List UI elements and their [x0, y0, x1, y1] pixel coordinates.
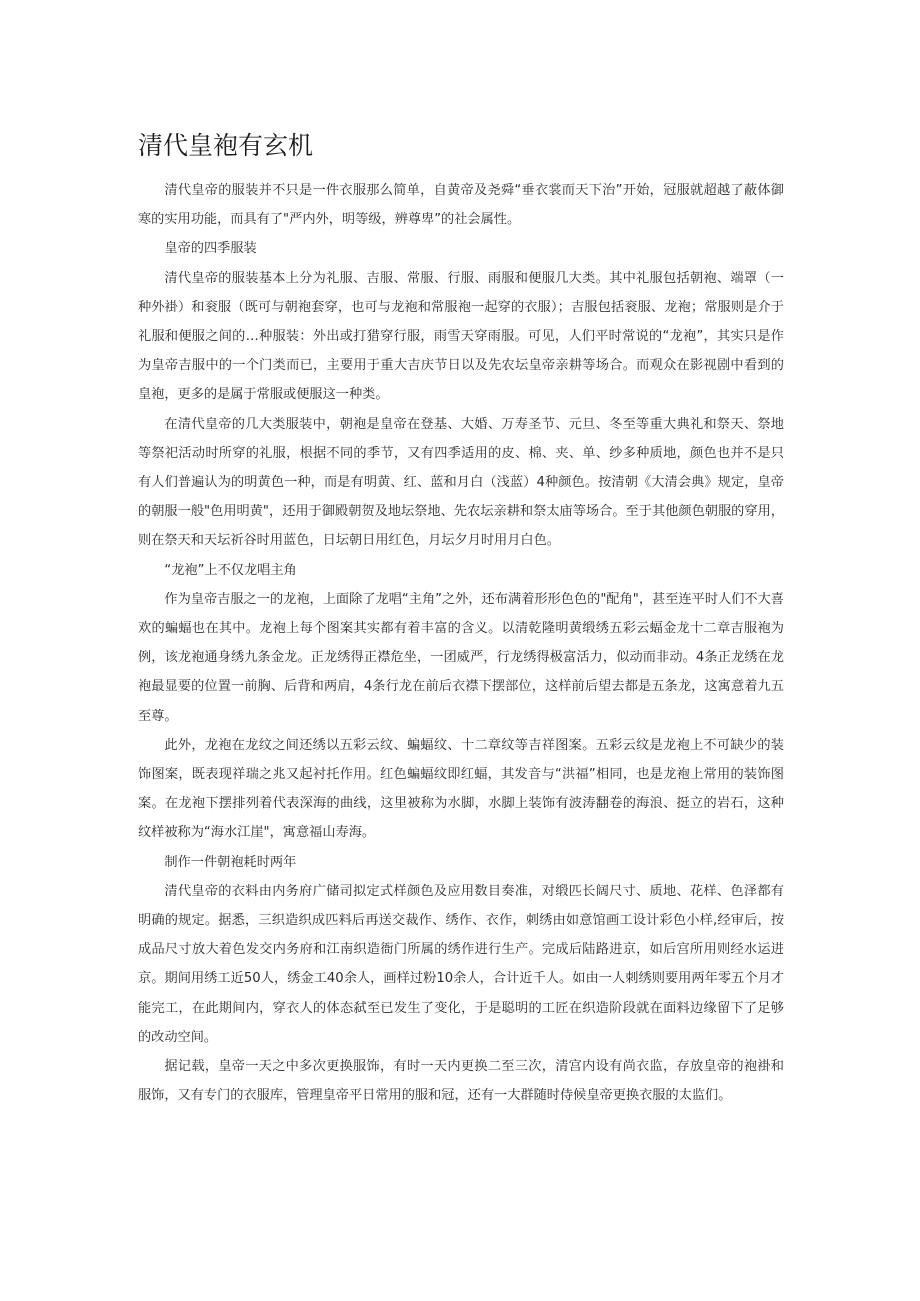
section-heading-four-seasons: 皇帝的四季服装 [164, 241, 257, 257]
paragraph-dragon-patterns: 作为皇帝吉服之一的龙袍，上面除了龙唱“主角”之外，还布满着形形色色的"配角"，甚至连平时人们不大喜欢的蝙蝠也在其中。龙袍上每个图案其实都有着丰富的含义。以清乾隆明黄缎绣五彩云蝠金龙十二章吉服袍为例，该龙袍通身绣九条金龙。正龙绣得正襟危坐，一团威严，行龙绣得极富活力，似动而非动。4条正龙绣在龙袍最显要的位置一前胸、后背和两肩，4条行龙在前后衣襟下摆部位，这样前后望去都是五条龙，这寓意着九五至尊。 [138, 591, 784, 724]
paragraph-intro: 清代皇帝的服装并不只是一件衣服那么简单，自黄帝及尧舜“垂衣裳而天下治”开始，冠服就超越了蔽体御寒的实用功能，而具有了"严内外，明等级，辨尊卑”的社会属性。 [138, 183, 784, 228]
paragraph-changing-clothes: 据记载，皇帝一天之中多次更换服饰，有时一天内更换二至三次，清宫内设有尚衣监，存放皇帝的袍褂和服饰，又有专门的衣服库，管理皇帝平日常用的服和冠，还有一大群随时侍候皇帝更换衣服的太监们。 [138, 1059, 784, 1104]
document-page [138, 126, 784, 1111]
section-heading-dragon-robe: “龙袍”上不仅龙唱主角 [164, 562, 297, 578]
paragraph-fabric-production: 清代皇帝的衣料由内务府广储司拟定式样颜色及应用数目奏准，对缎匹长阔尺寸、质地、花样、色泽都有明确的规定。据悉，三织造织成匹料后再送交裁作、绣作、衣作，刺绣由如意馆画工设计彩色小样,经审后，按成品尺寸放大着色发交内务府和江南织造衙门所属的绣作进行生产。完成后陆路进京，如后宫所用则经水运进京。期间用绣工近50人，绣金工40余人，画样过粉10余人，合计近千人。如由一人刺绣则要用两年零五个月才能完工，在此期间内，穿衣人的体态弑至已发生了变化，于是聪明的工匠在织造阶段就在面料边缘留下了足够的改动空间。 [138, 883, 784, 1045]
paragraph-clothing-types: 清代皇帝的服装基本上分为礼服、吉服、常服、行服、雨服和便服几大类。其中礼服包括朝袍、端罩（一种外褂）和衮服（既可与朝袍套穿，也可与龙袍和常服袍一起穿的衣服）；吉服包括衮服、龙袍；常服则是介于礼服和便服之间的…种服装：外出或打猎穿行服，雨雪天穿雨服。可见，人们平时常说的“龙袍”，其实只是作为皇帝吉服中的一个门类而已，主要用于重大吉庆节日以及先农坛皇帝亲耕等场合。而观众在影视剧中看到的皇袍，更多的是属于常服或便服这一种类。 [138, 270, 784, 403]
page-title: 清代皇袍有玄机 [138, 131, 314, 160]
paragraph-auspicious-patterns: 此外，龙袍在龙纹之间还绣以五彩云纹、蝙蝠纹、十二章纹等吉祥图案。五彩云纹是龙袍上不可缺少的装饰图案，既表现祥瑞之兆又起衬托作用。红色蝙蝠纹即红蝠，其发音与“洪福”相同，也是龙袍上常用的装饰图案。在龙袍下摆排列着代表深海的曲线，这里被称为水脚，水脚上装饰有波涛翻卷的海浪、挺立的岩石，这种纹样被称为“海水江崖"，寓意福山寿海。 [138, 737, 784, 841]
paragraph-court-robes: 在清代皇帝的几大类服装中，朝袍是皇帝在登基、大婚、万寿圣节、元旦、冬至等重大典礼和祭天、祭地等祭祀活动时所穿的礼服，根据不同的季节，又有四季适用的皮、棉、夹、单、纱多种质地，颜色也并不是只有人们普遍认为的明黄色一种，而是有明黄、红、蓝和月白（浅蓝）4种颜色。按清朝《大清会典》规定，皇帝的朝服一般"色用明黄"，还用于御殿朝贺及地坛祭地、先农坛亲耕和祭太庙等场合。至于其他颜色朝服的穿用，则在祭天和天坛祈谷时用蓝色，日坛朝日用红色，月坛夕月时用月白色。 [138, 416, 784, 549]
section-heading-two-years: 制作一件朝袍耗时两年 [164, 854, 297, 870]
